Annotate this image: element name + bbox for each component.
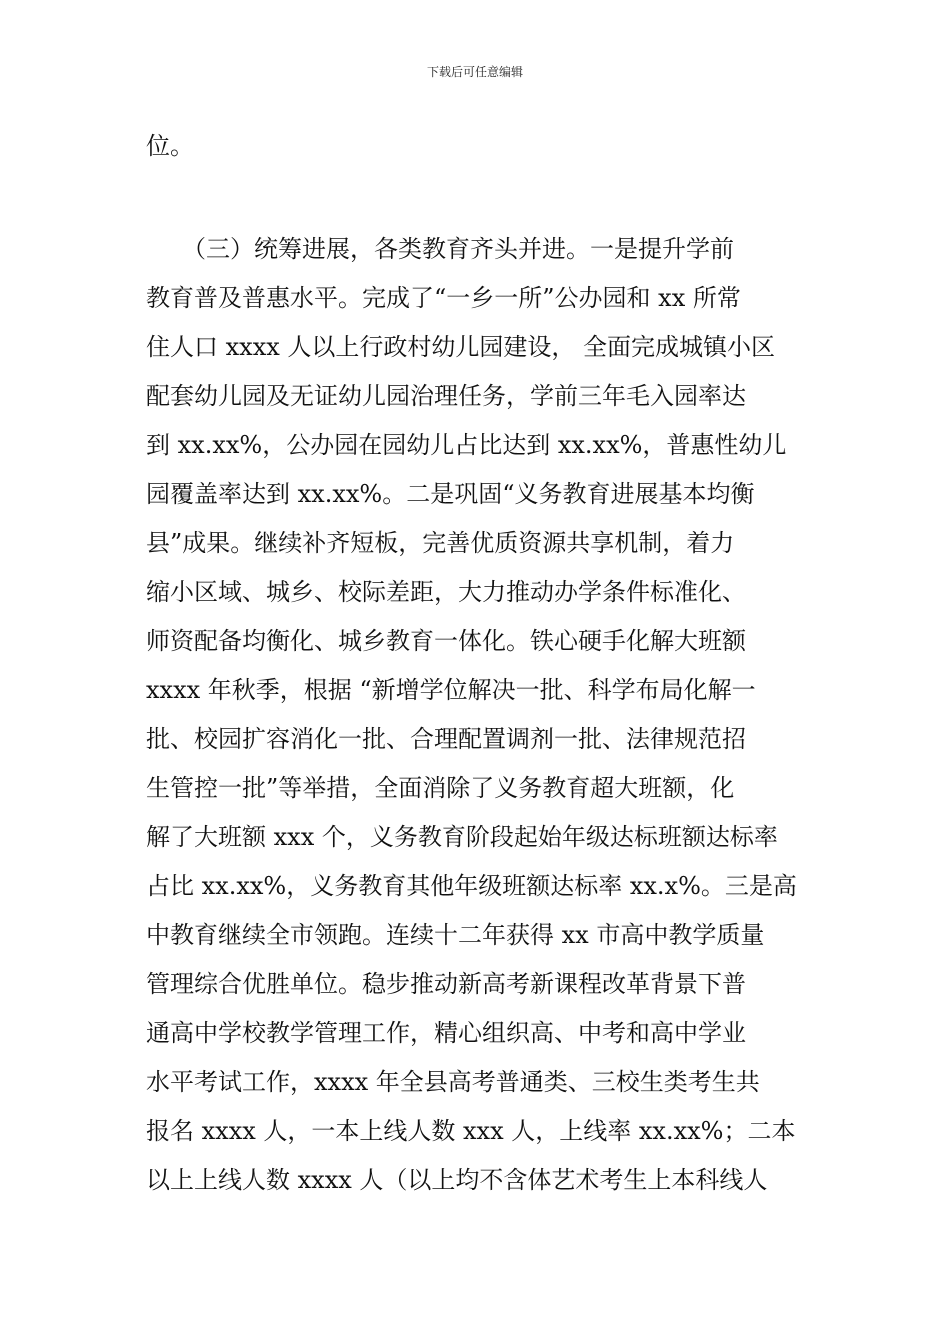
text-line: 生管控一批”等举措，全面消除了义务教育超大班额，化 [146,774,735,802]
text-line: 通高中学校教学管理工作，精心组织高、中考和高中学业 [146,1019,746,1047]
text-line: （三）统筹进展，各类教育齐头并进。一是提升学前 [146,235,734,263]
text-line: 到 xx.xx%，公办园在园幼儿占比达到 xx.xx%，普惠性幼儿 [146,431,787,459]
text-line: 以上上线人数 xxxx 人（以上均不含体艺术考生上本科线人 [146,1166,768,1194]
text-line: 批、校园扩容消化一批、合理配置调剂一批、法律规范招 [146,725,746,753]
text-line: 水平考试工作，xxxx 年全县高考普通类、三校生类考生共 [146,1068,760,1096]
text-line: 解了大班额 xxx 个，义务教育阶段起始年级达标班额达标率 [146,823,778,851]
text-line: 中教育继续全市领跑。连续十二年获得 xx 市高中教学质量 [146,921,765,949]
text-line: 管理综合优胜单位。稳步推动新高考新课程改革背景下普 [146,970,746,998]
section-three-paragraph [146,225,806,1205]
text-line: 配套幼儿园及无证幼儿园治理任务，学前三年毛入园率达 [146,382,746,410]
text-line: 教育普及普惠水平。完成了“一乡一所”公办园和 xx 所常 [146,284,741,312]
text-line: 园覆盖率达到 xx.xx%。二是巩固“义务教育进展基本均衡 [146,480,755,508]
text-line: 师资配备均衡化、城乡教育一体化。铁心硬手化解大班额 [146,627,746,655]
text-line: 缩小区域、城乡、校际差距，大力推动办学条件标准化、 [146,578,746,606]
text-line: xxxx 年秋季，根据 “新增学位解决一批、科学布局化解一 [146,676,756,704]
text-line: 住人口 xxxx 人以上行政村幼儿园建设， 全面完成城镇小区 [146,333,776,361]
page-header: 下载后可任意编辑 [426,65,523,79]
continued-paragraph [146,122,806,171]
text-line: 占比 xx.xx%，义务教育其他年级班额达标率 xx.x%。三是高 [146,872,797,900]
text-line: 县”成果。继续补齐短板，完善优质资源共享机制，着力 [146,529,735,557]
text-line: 报名 xxxx 人，一本上线人数 xxx 人，上线率 xx.xx%；二本 [146,1117,796,1145]
text-line: 位。 [146,132,194,160]
